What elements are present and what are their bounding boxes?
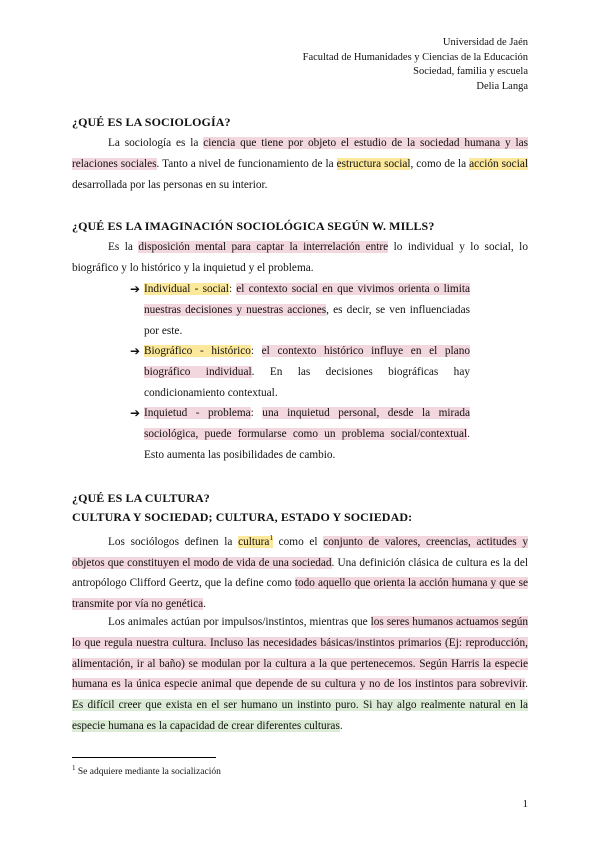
text: .: [339, 719, 343, 732]
section-title-sociologia: ¿QUÉ ES LA SOCIOLOGÍA?: [72, 115, 231, 129]
text: . Esto aumenta las posibilidades de cambio.: [144, 427, 470, 461]
highlight: ciencia que tiene por objeto el estudio de la sociedad humana y las relaciones sociales: [72, 137, 528, 170]
term: Individual - social: [144, 283, 229, 295]
arrow-bullet-icon: ➔: [130, 344, 141, 358]
arrow-bullet-icon: ➔: [130, 406, 141, 420]
list-item: [144, 341, 470, 403]
text: . Tanto a nivel de funcionamiento de la: [156, 157, 337, 170]
arrow-bullet-icon: ➔: [130, 282, 141, 296]
list-item: [144, 279, 470, 341]
text: lo individual y lo social, lo biográfico y lo histórico y la inquietud y el problema.: [72, 241, 528, 274]
text: :: [250, 345, 262, 357]
term: Inquietud - problema: [144, 407, 251, 419]
text: como el: [272, 535, 324, 548]
text: desarrollada por las personas en su interior.: [72, 178, 268, 191]
text: Los animales actúan por impulsos/instintos, mientras que: [108, 616, 371, 628]
footnote-number: 1: [72, 764, 76, 772]
header-university: Universidad de Jaén: [442, 37, 528, 48]
header-faculty: Facultad de Humanidades y Ciencias de la Educación: [302, 51, 528, 63]
footnote-text: Se adquiere mediante la socialización: [75, 767, 221, 778]
paragraph-cultura-1: [72, 528, 528, 615]
paragraph-imaginacion: [72, 237, 528, 279]
highlight: el contexto social en que vivimos orienta o limita nuestras decisiones y nuestras acciones: [144, 283, 470, 316]
text: .: [525, 678, 528, 691]
footnote-separator: [72, 757, 216, 758]
term: Biográfico - histórico: [144, 345, 251, 357]
highlight: [238, 536, 273, 548]
paragraph-sociologia: [72, 133, 528, 195]
text: Los sociólogos definen la: [108, 535, 239, 548]
highlight: estructura social: [336, 157, 411, 170]
text: Es la: [108, 241, 139, 253]
text: . Una definición clásica de cultura es la del antropólogo Clifford Geertz, que la define como: [72, 556, 528, 590]
paragraph-cultura-2: [72, 612, 528, 737]
highlight: una inquietud personal, desde la mirada sociológica, puede formularse como un problema social/contextual: [144, 407, 470, 440]
footnote: [72, 764, 221, 777]
text: :: [228, 283, 237, 295]
text: cultura: [238, 535, 270, 548]
document-header: [303, 36, 528, 94]
page-number: 1: [522, 798, 528, 810]
text: :: [250, 407, 263, 419]
text: . En las decisiones biográficas hay condicionamiento contextual.: [144, 365, 470, 399]
highlight: acción social: [469, 157, 528, 170]
section-title-cultura: ¿QUÉ ES LA CULTURA?: [72, 491, 210, 505]
header-course: Sociedad, familia y escuela: [413, 66, 528, 77]
list-item: [144, 403, 470, 465]
highlight: Es difícil creer que exista en el ser humano un instinto puro. Si hay algo realmente natural en la especie humana es la capacidad de crear diferentes culturas: [72, 699, 528, 732]
text: , como de la: [410, 157, 470, 170]
text: , es decir, se ven influenciadas por este.: [144, 303, 470, 337]
footnote-ref[interactable]: 1: [269, 534, 273, 542]
text: .: [203, 598, 206, 611]
highlight: disposición mental para captar la interrelación entre: [138, 241, 389, 253]
highlight: el contexto histórico influye en el plano biográfico individual: [144, 345, 470, 378]
header-author: Delia Langa: [476, 80, 528, 92]
highlight: todo aquello que orienta la acción humana y que se transmite por vía no genética: [72, 577, 528, 611]
text: La sociología es la: [108, 137, 204, 149]
section-title-imaginacion: ¿QUÉ ES LA IMAGINACIÓN SOCIOLÓGICA SEGÚN W. MILLS?: [72, 219, 435, 233]
section-subtitle-cultura: CULTURA Y SOCIEDAD; CULTURA, ESTADO Y SOCIEDAD:: [72, 510, 413, 524]
highlight: conjunto de valores, creencias, actitudes y objetos que constituyen el modo de vida de una sociedad: [72, 535, 528, 569]
highlight: los seres humanos actuamos según lo que regula nuestra cultura. Incluso las necesidades básicas/instintos primarios (Ej: reproducción, alimentación, ir al baño) se modulan por la cultura a la que pertenecemos. Según Harris la especie humana es la única especie animal que depende de su cultura y no de los instintos para sobrevivir: [72, 616, 529, 691]
